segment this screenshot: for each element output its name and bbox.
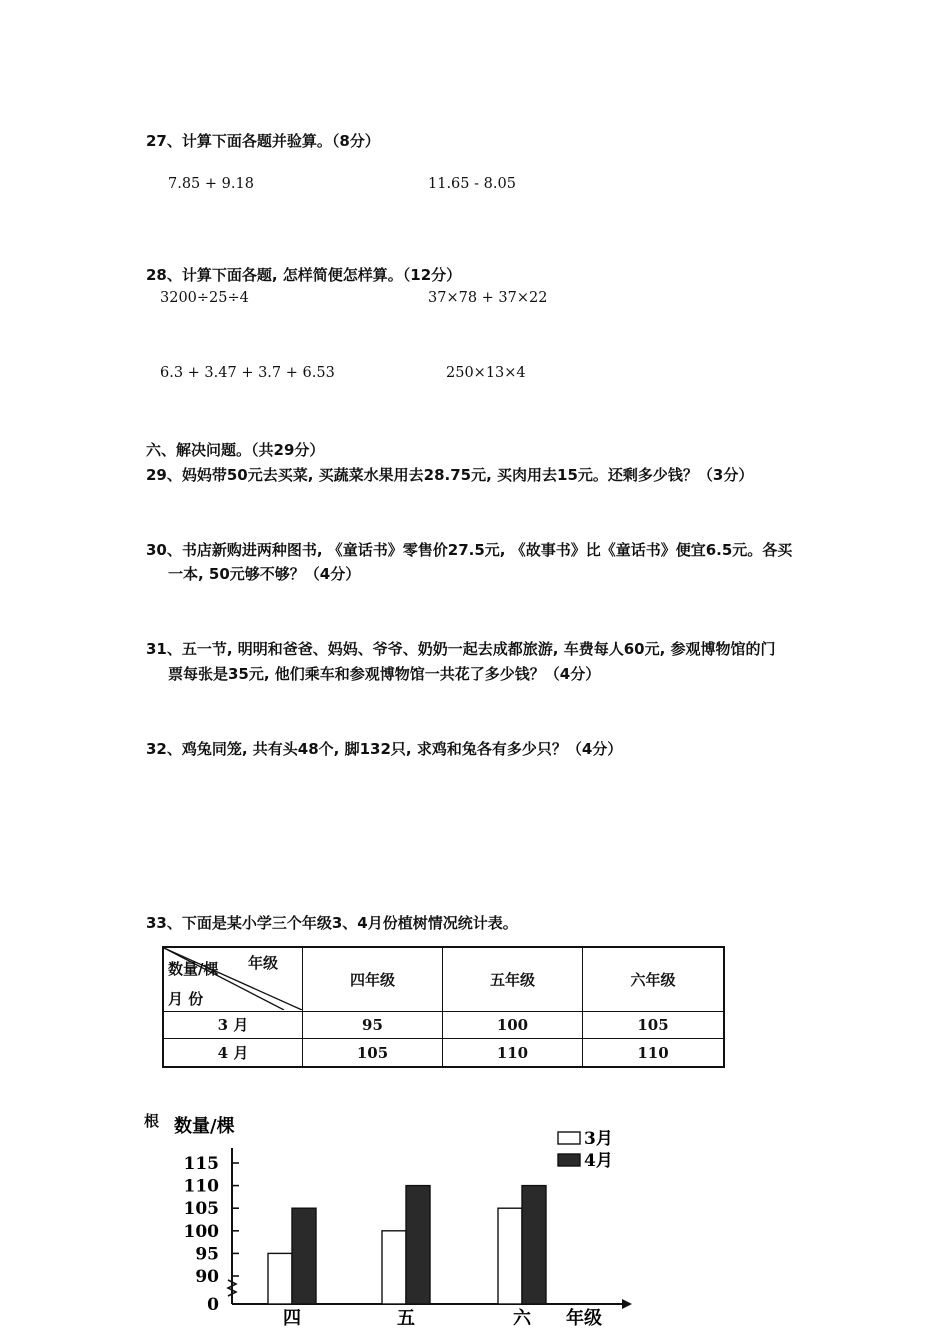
y-tick-label: 0 xyxy=(207,1295,219,1315)
x-axis-label: 年级 xyxy=(566,1308,602,1329)
header-quantity: 数量/棵 xyxy=(168,960,219,979)
q27-expr-1: 7.85 + 9.18 xyxy=(168,176,254,192)
bar xyxy=(382,1231,406,1304)
bar xyxy=(498,1208,522,1304)
q30-line-2: 一本, 50元够不够？（4分） xyxy=(168,565,361,583)
bar xyxy=(292,1208,316,1304)
header-month: 月 份 xyxy=(168,990,204,1009)
legend-label: 4月 xyxy=(584,1151,613,1171)
q31-line-2: 票每张是35元, 他们乘车和参观博物馆一共花了多少钱？（4分） xyxy=(168,665,601,683)
table-row xyxy=(163,1011,724,1039)
legend-swatch xyxy=(558,1154,580,1166)
table-cell: 105 xyxy=(303,1039,443,1067)
bar xyxy=(522,1186,546,1304)
q29-text: 29、妈妈带50元去买菜, 买蔬菜水果用去28.75元, 买肉用去15元。还剩多少钱？（3分） xyxy=(146,466,754,484)
y-tick-label: 105 xyxy=(183,1199,219,1220)
y-tick-label: 110 xyxy=(183,1176,219,1197)
column-header-grade-6: 六年级 xyxy=(582,947,724,1011)
column-header-grade-5: 五年级 xyxy=(442,947,582,1011)
table-corner-header xyxy=(163,947,303,1011)
y-tick-label: 90 xyxy=(195,1267,219,1287)
q28-expr-1: 3200÷25÷4 xyxy=(160,290,249,306)
y-tick-label: 95 xyxy=(195,1244,219,1265)
x-tick-label: 六 xyxy=(513,1308,531,1329)
q32-text: 32、鸡兔同笼, 共有头48个, 脚132只, 求鸡和兔各有多少只？（4分） xyxy=(146,740,623,758)
table-cell: 105 xyxy=(582,1011,724,1039)
x-axis-arrow-icon xyxy=(622,1299,632,1309)
legend-label: 3月 xyxy=(584,1129,613,1149)
q33-title: 33、下面是某小学三个年级3、4月份植树情况统计表。 xyxy=(146,914,518,932)
section-6-title: 六、解决问题。（共29分） xyxy=(146,441,325,459)
q28-expr-3: 6.3 + 3.47 + 3.7 + 6.53 xyxy=(160,365,335,381)
legend-swatch xyxy=(558,1132,580,1144)
x-tick-label: 四 xyxy=(283,1308,301,1329)
row-label: 4 月 xyxy=(163,1039,303,1067)
planting-bar-chart xyxy=(150,1108,650,1340)
x-tick-label: 五 xyxy=(397,1308,415,1329)
q27-title: 27、计算下面各题并验算。（8分） xyxy=(146,132,380,150)
column-header-grade-4: 四年级 xyxy=(303,947,443,1011)
table-cell: 100 xyxy=(442,1011,582,1039)
q28-title: 28、计算下面各题, 怎样简便怎样算。（12分） xyxy=(146,266,462,284)
planting-table xyxy=(162,946,725,1068)
q31-line-1: 31、五一节, 明明和爸爸、妈妈、爷爷、奶奶一起去成都旅游, 车费每人60元, 参观博物馆的门 xyxy=(146,640,776,658)
bar xyxy=(268,1253,292,1304)
q27-expr-2: 11.65 - 8.05 xyxy=(428,176,516,192)
y-axis-label: 数量/棵 xyxy=(174,1116,235,1137)
y-tick-label: 100 xyxy=(183,1221,219,1242)
q28-expr-2: 37×78 + 37×22 xyxy=(428,290,548,306)
y-tick-label: 115 xyxy=(183,1154,219,1174)
row-label: 3 月 xyxy=(163,1011,303,1039)
q30-line-1: 30、书店新购进两种图书, 《童话书》零售价27.5元, 《故事书》比《童话书》便宜6.5元。各买 xyxy=(146,541,793,559)
table-cell: 95 xyxy=(303,1011,443,1039)
q33-partial-text: 根 xyxy=(144,1112,160,1130)
bar xyxy=(406,1186,430,1304)
table-cell: 110 xyxy=(442,1039,582,1067)
q28-expr-4: 250×13×4 xyxy=(446,365,526,381)
table-cell: 110 xyxy=(582,1039,724,1067)
table-row xyxy=(163,1039,724,1067)
header-grade: 年级 xyxy=(248,954,279,973)
